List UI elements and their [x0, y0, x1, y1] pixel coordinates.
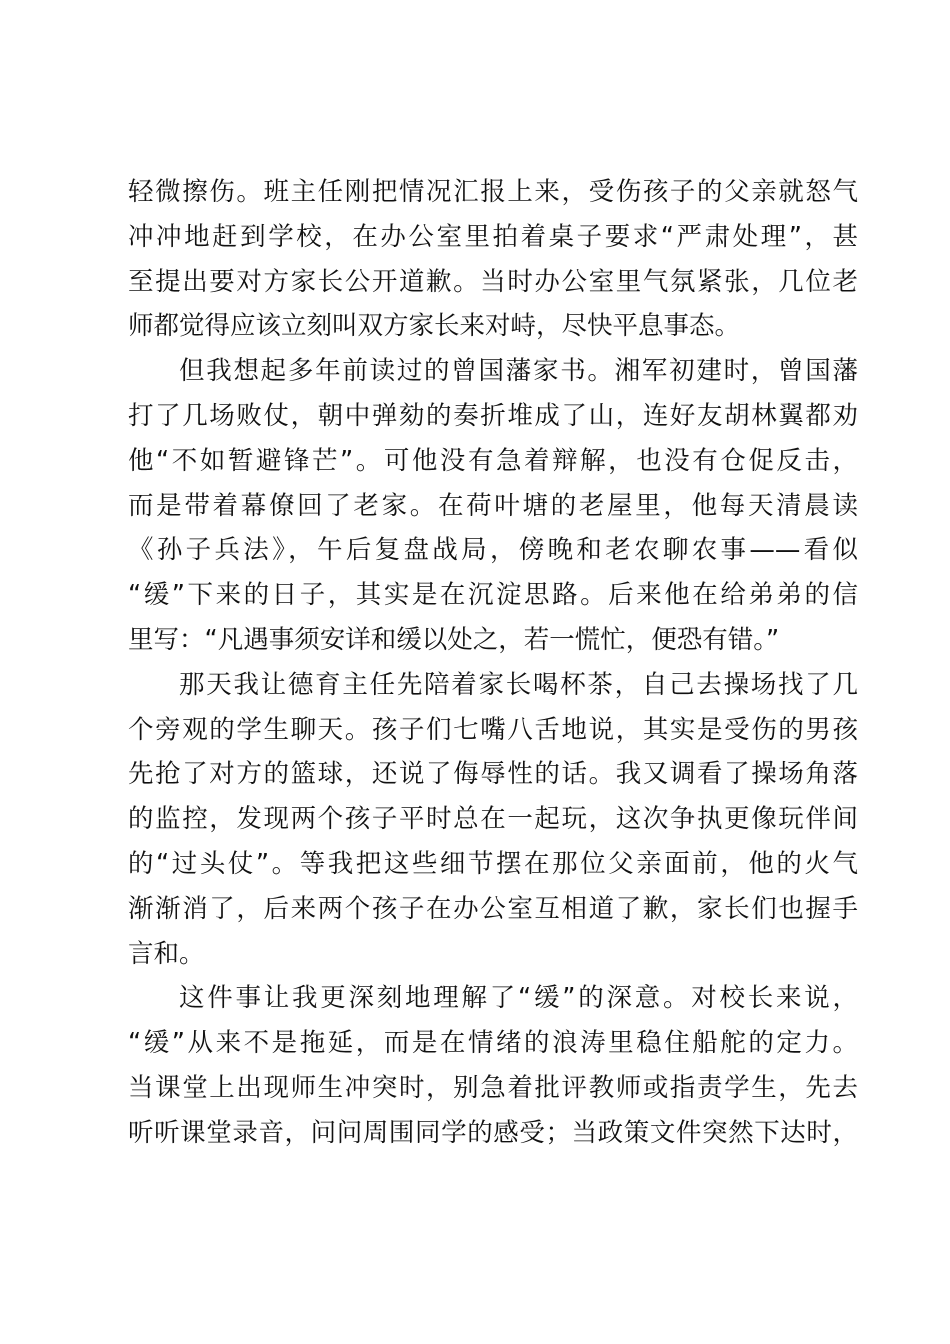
text-line: 当课堂上出现师生冲突时，别急着批评教师或指责学生，先去: [128, 1072, 858, 1103]
paragraph: [128, 170, 858, 349]
text-line: 轻微擦伤。班主任刚把情况汇报上来，受伤孩子的父亲就怒气: [128, 177, 858, 207]
text-line: 渐渐消了，后来两个孩子在办公室互相道了歉，家长们也握手: [128, 893, 858, 924]
text-line: 至提出要对方家长公开道歉。当时办公室里气氛紧张，几位老: [128, 266, 858, 297]
text-line: 言和。: [128, 938, 205, 969]
text-line: 那天我让德育主任先陪着家长喝杯茶，自己去操场找了几: [179, 669, 858, 700]
paragraph: [128, 663, 858, 977]
text-line: 个旁观的学生聊天。孩子们七嘴八舌地说，其实是受伤的男孩: [128, 714, 858, 745]
text-line: 《孙子兵法》，午后复盘战局，傍晚和老农聊农事——看似: [128, 535, 858, 566]
text-line: “缓”从来不是拖延，而是在情绪的浪涛里稳住船舵的定力。: [128, 1028, 858, 1059]
text-line: 的监控，发现两个孩子平时总在一起玩，这次争执更像玩伴间: [128, 804, 858, 835]
document-body: [128, 170, 858, 1156]
text-line: 先抢了对方的篮球，还说了侮辱性的话。我又调看了操场角落: [128, 759, 858, 790]
text-line: 而是带着幕僚回了老家。在荷叶塘的老屋里，他每天清晨读: [128, 490, 858, 521]
text-line: 听听课堂录音，问问周围同学的感受；当政策文件突然下达时，: [128, 1117, 858, 1148]
text-line: 师都觉得应该立刻叫双方家长来对峙，尽快平息事态。: [128, 311, 741, 342]
text-line: 冲冲地赶到学校，在办公室里拍着桌子要求“严肃处理”，甚: [128, 221, 858, 252]
text-line: 的“过头仗”。等我把这些细节摆在那位父亲面前，他的火气: [128, 848, 858, 879]
text-line: 打了几场败仗，朝中弹劾的奏折堆成了山，连好友胡林翼都劝: [128, 400, 858, 431]
text-line: 他“不如暂避锋芒”。可他没有急着辩解，也没有仓促反击，: [128, 445, 858, 476]
text-line: “缓”下来的日子，其实是在沉淀思路。后来他在给弟弟的信: [128, 580, 858, 611]
text-line: 这件事让我更深刻地理解了“缓”的深意。对校长来说，: [179, 983, 858, 1014]
text-line: 但我想起多年前读过的曾国藩家书。湘军初建时，曾国藩: [179, 356, 858, 387]
text-line: 里写：“凡遇事须安详和缓以处之，若一慌忙，便恐有错。”: [128, 624, 780, 655]
paragraph: [128, 349, 858, 663]
paragraph: [128, 976, 858, 1155]
